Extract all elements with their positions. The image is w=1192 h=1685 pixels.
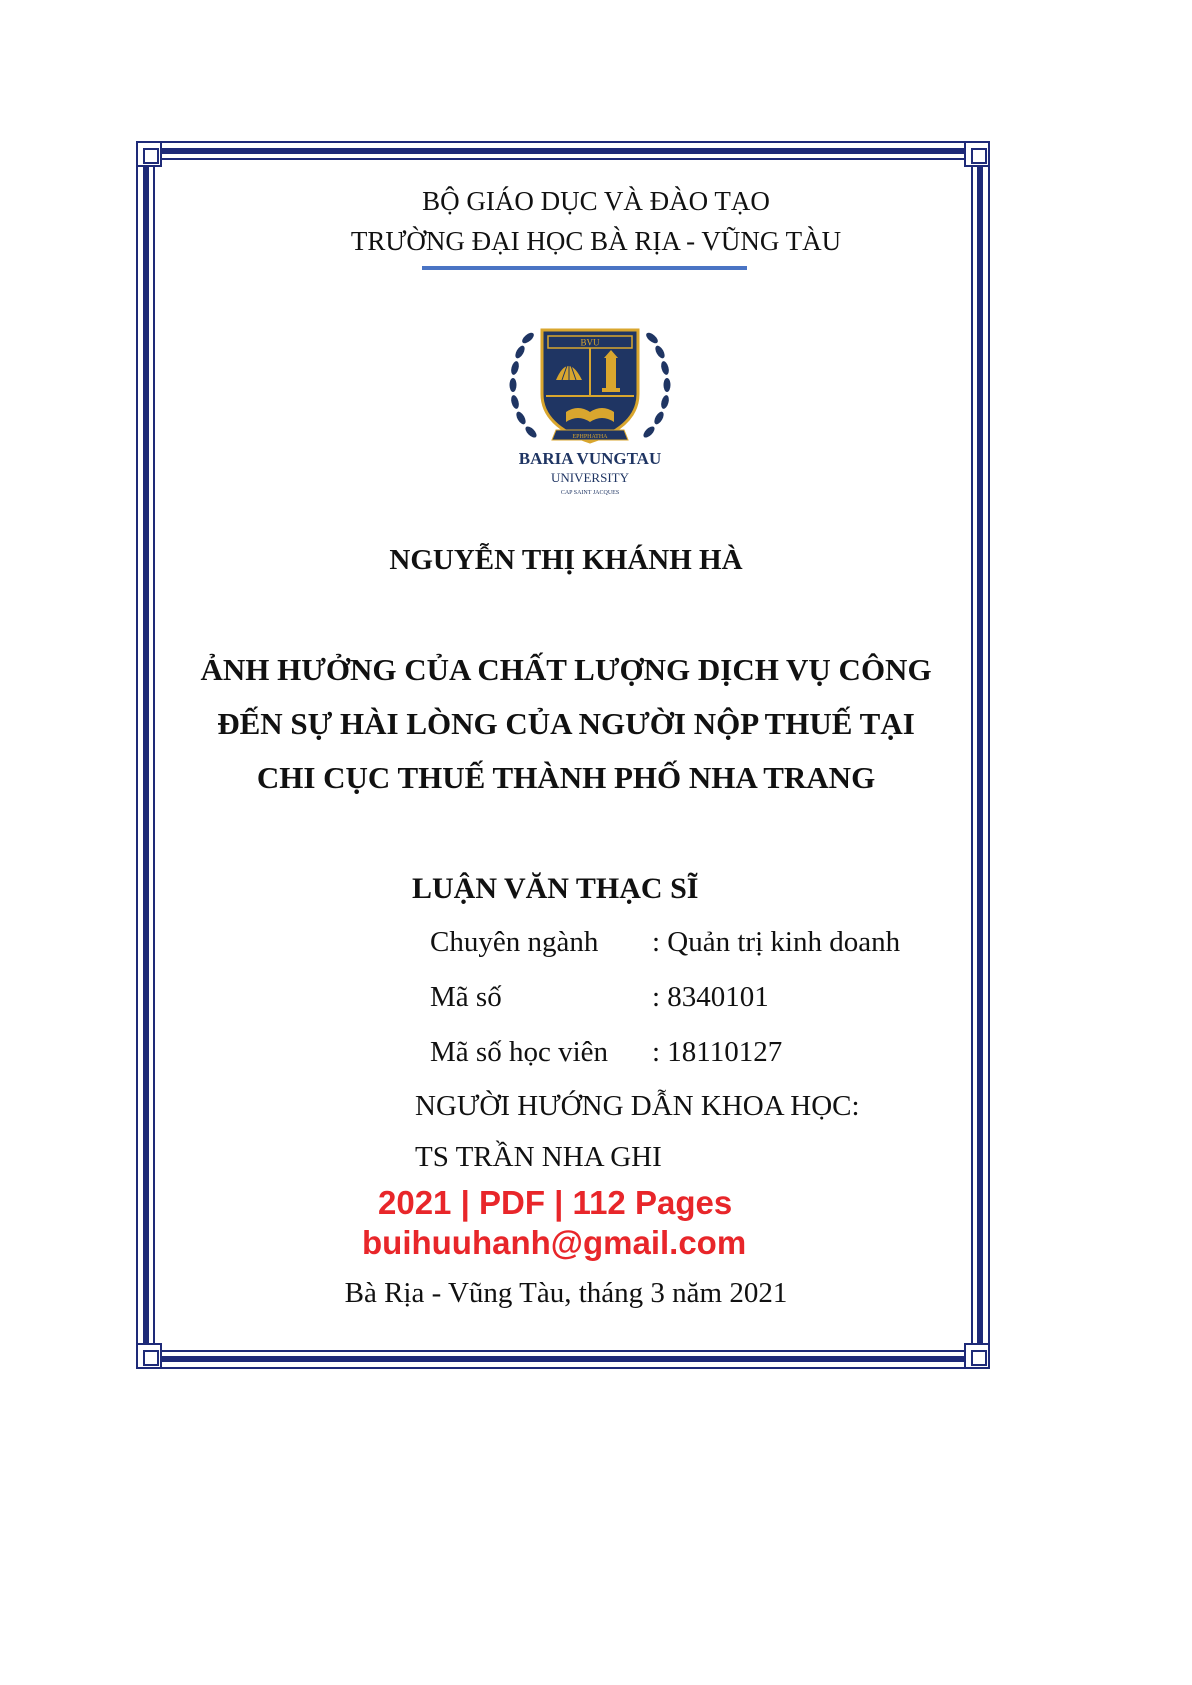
author-name: NGUYỄN THỊ KHÁNH HÀ xyxy=(389,544,743,576)
border-corner-ornament xyxy=(136,1343,162,1369)
info-label: Mã số xyxy=(430,981,502,1013)
svg-text:UNIVERSITY: UNIVERSITY xyxy=(551,470,629,485)
info-label: Chuyên ngành xyxy=(430,926,599,958)
thesis-title-line: ẢNH HƯỞNG CỦA CHẤT LƯỢNG DỊCH VỤ CÔNG xyxy=(200,652,932,687)
advisor-label: NGƯỜI HƯỚNG DẪN KHOA HỌC: xyxy=(415,1090,860,1122)
svg-text:EPHPHATHA: EPHPHATHA xyxy=(572,434,608,440)
place-and-date: Bà Rịa - Vũng Tàu, tháng 3 năm 2021 xyxy=(344,1277,788,1309)
degree-type: LUẬN VĂN THẠC SĨ xyxy=(412,872,699,905)
info-value: : Quản trị kinh doanh xyxy=(652,926,901,958)
info-label: Mã số học viên xyxy=(430,1036,608,1068)
thesis-title-line: CHI CỤC THUẾ THÀNH PHỐ NHA TRANG xyxy=(256,760,876,795)
ministry-heading: BỘ GIÁO DỤC VÀ ĐÀO TẠO xyxy=(422,186,770,216)
contact-email-stamp: buihuuhanh@gmail.com xyxy=(362,1224,747,1261)
svg-text:BVU: BVU xyxy=(580,337,600,348)
svg-text:CAP SAINT JACQUES: CAP SAINT JACQUES xyxy=(560,490,620,496)
document-info-stamp: 2021 | PDF | 112 Pages xyxy=(378,1184,733,1221)
border-corner-ornament xyxy=(964,1343,990,1369)
info-value: : 18110127 xyxy=(652,1036,783,1068)
thesis-title-line: ĐẾN SỰ HÀI LÒNG CỦA NGƯỜI NỘP THUẾ TẠI xyxy=(217,706,915,741)
border-corner-ornament xyxy=(136,141,162,167)
advisor-name: TS TRẦN NHA GHI xyxy=(415,1141,662,1173)
university-logo xyxy=(490,308,690,508)
info-row-major xyxy=(430,926,900,959)
border-corner-ornament xyxy=(964,141,990,167)
university-heading: TRƯỜNG ĐẠI HỌC BÀ RỊA - VŨNG TÀU xyxy=(350,226,842,256)
info-row-code xyxy=(430,981,769,1014)
info-value: : 8340101 xyxy=(652,981,769,1013)
heading-divider xyxy=(422,266,747,270)
info-row-student-id xyxy=(430,1036,782,1069)
svg-text:BARIA VUNGTAU: BARIA VUNGTAU xyxy=(518,449,662,468)
